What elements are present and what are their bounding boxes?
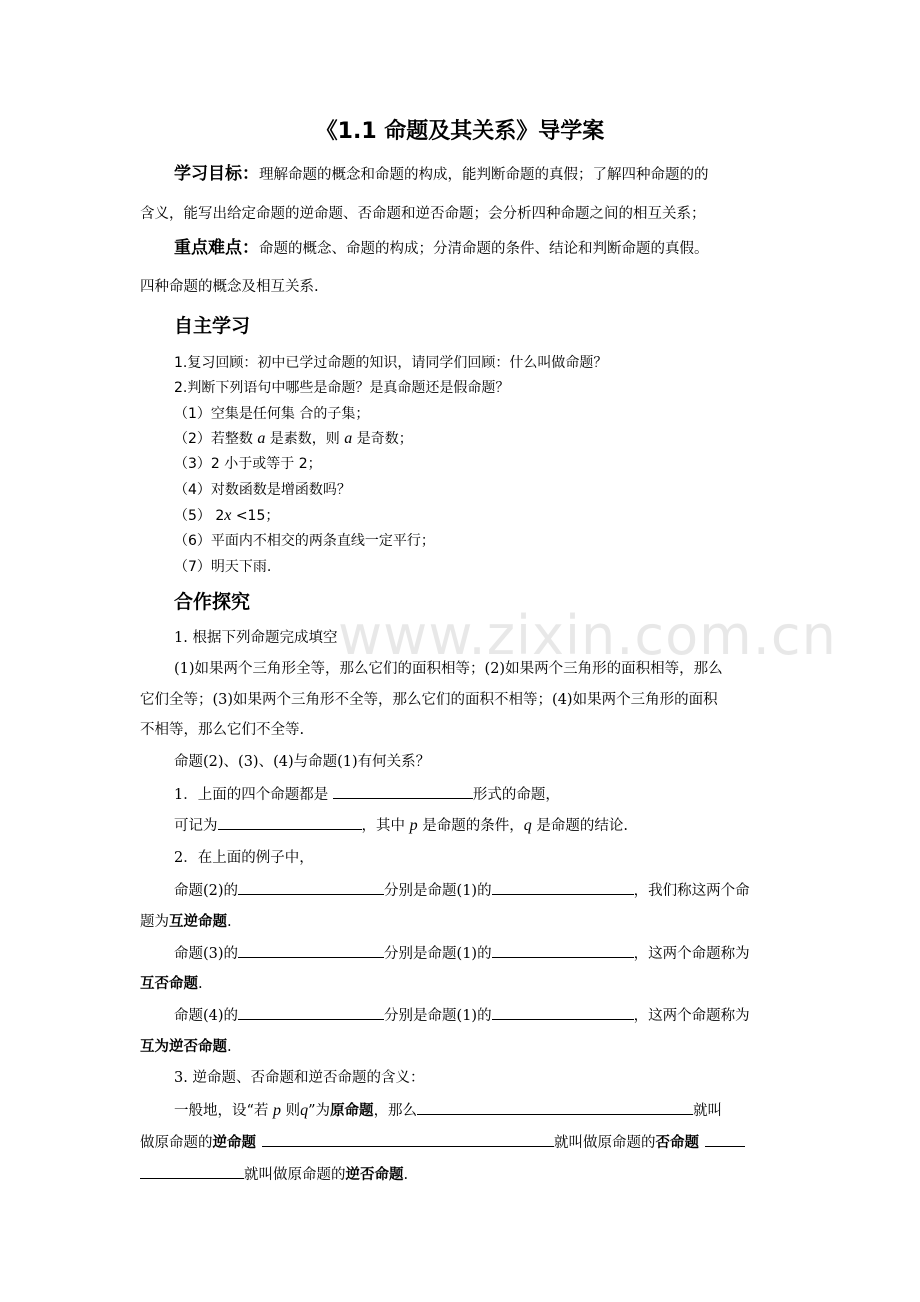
fill-blank[interactable] [492, 1005, 634, 1020]
coop-p9: 3. 逆命题、否命题和逆否命题的含义： [174, 1070, 425, 1086]
coop-p8: 2．在上面的例子中， [174, 850, 314, 866]
self-study-q2: 2.判断下列语句中哪些是命题？是真命题还是假命题？ [174, 380, 510, 396]
goals-label: 学习目标： [174, 164, 259, 184]
relation-4-line1: 命题(4)的 分别是命题(1)的 ，这两个命题称为 [174, 1005, 750, 1026]
relation-3-line1: 命题(3)的 分别是命题(1)的 ，这两个命题称为 [174, 943, 750, 964]
fill-blank[interactable] [333, 784, 473, 799]
coop-p7: 可记为 ，其中 p 是命题的条件，q 是命题的结论. [174, 817, 628, 834]
coop-p4: 不相等，那么它们不全等. [140, 722, 305, 738]
coop-p11: 做原命题的逆命题 就叫做原命题的否命题 [140, 1132, 745, 1153]
variable-p: p [409, 817, 418, 834]
coop-p2: (1)如果两个三角形全等，那么它们的面积相等；(2)如果两个三角形的面积相等，那么 [174, 661, 723, 677]
watermark: www.zixin.com.cn [338, 604, 837, 667]
fill-blank[interactable] [238, 880, 384, 895]
goals-line1: 学习目标：理解命题的概念和命题的构成，能判断命题的真假；了解四种命题的的 [174, 164, 709, 184]
cooperate-heading: 合作探究 [174, 591, 251, 613]
coop-p12: 就叫做原命题的逆否命题. [140, 1164, 408, 1185]
variable-q: q [523, 817, 532, 834]
relation-3-line2: 互否命题. [140, 975, 203, 992]
fill-blank[interactable] [218, 815, 362, 830]
item-4: （4）对数函数是增函数吗？ [174, 482, 351, 498]
difficulty-label: 重点难点： [174, 238, 259, 258]
relation-4-line2: 互为逆否命题. [140, 1038, 232, 1055]
coop-p3: 它们全等；(3)如果两个三角形不全等，那么它们的面积不相等；(4)如果两个三角形的面积 [140, 692, 718, 708]
coop-p1: 1. 根据下列命题完成填空 [174, 630, 338, 646]
page-title: 《1.1 命题及其关系》导学案 [315, 119, 605, 144]
fill-blank[interactable] [492, 943, 634, 958]
self-study-heading: 自主学习 [174, 315, 251, 337]
variable-q: q [300, 1102, 309, 1119]
item-5: （5） 2x <15； [174, 507, 280, 524]
difficulty-line1: 重点难点：命题的概念、命题的构成；分清命题的条件、结论和判断命题的真假。 [174, 238, 709, 258]
variable-p: p [273, 1102, 282, 1119]
self-study-q1: 1.复习回顾：初中已学过命题的知识，请同学们回顾：什么叫做命题？ [174, 355, 608, 371]
fill-blank[interactable] [705, 1132, 745, 1147]
relation-2-line2: 题为互逆命题. [140, 913, 232, 930]
variable-a: a [344, 430, 353, 447]
item-3: （3）2 小于或等于 2； [174, 456, 322, 472]
item-6: （6）平面内不相交的两条直线一定平行； [174, 533, 435, 549]
item-7: （7）明天下雨. [174, 559, 272, 575]
coop-p5: 命题(2)、(3)、(4)与命题(1)有何关系？ [174, 754, 431, 770]
item-1: （1）空集是任何集 合的子集； [174, 406, 370, 422]
fill-blank[interactable] [417, 1100, 693, 1115]
item-2: （2）若整数 a 是素数，则 a 是奇数； [174, 430, 413, 447]
coop-p6: 1．上面的四个命题都是 形式的命题， [174, 784, 560, 805]
difficulty-line2: 四种命题的概念及相互关系. [140, 279, 319, 295]
fill-blank[interactable] [238, 1005, 384, 1020]
relation-2-line1: 命题(2)的 分别是命题(1)的 ，我们称这两个命 [174, 880, 750, 901]
fill-blank[interactable] [492, 880, 634, 895]
coop-p10: 一般地，设“若 p 则q”为原命题，那么 就叫 [174, 1102, 723, 1119]
variable-a: a [257, 430, 266, 447]
fill-blank[interactable] [238, 943, 384, 958]
fill-blank[interactable] [262, 1132, 554, 1147]
fill-blank[interactable] [140, 1164, 244, 1179]
goals-line2: 含义，能写出给定命题的逆命题、否命题和逆否命题；会分析四种命题之间的相互关系； [140, 206, 706, 222]
variable-x: x [224, 507, 232, 524]
